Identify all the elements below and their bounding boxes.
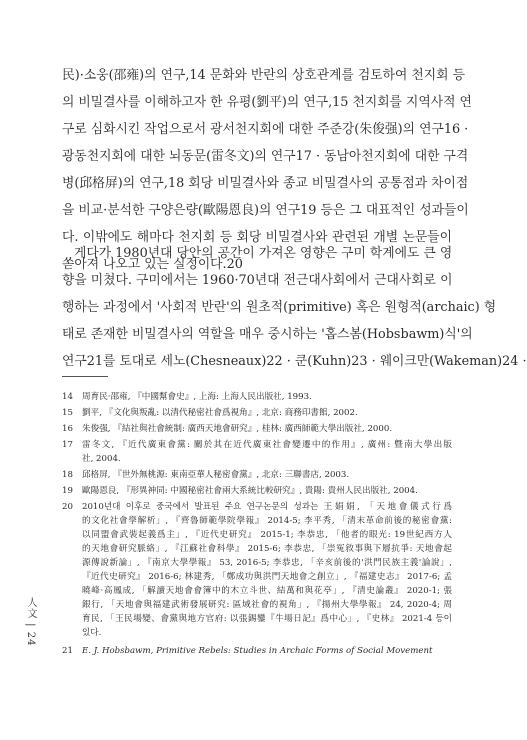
footnote-text: 銀行, 「天地會與福建武術發展研究: 區域社會的視角」, 『揚州大學學報』 24, 2020-4; 周 [82, 600, 452, 610]
text-line: 연구21를 토대로 세노(Chesneaux)22 · 쿤(Kuhn)23 · 웨이크만(Wakeman)24 · [62, 354, 527, 369]
footnote-number: 16 [62, 424, 73, 434]
text-line: 구로 심화시킨 작업으로서 광서천지회에 대한 주준강(朱俊强)의 연구16 · [62, 122, 469, 137]
footnote-number: 17 [62, 440, 73, 450]
footnote-text: 曉峰·高鳳成, 「解讀天地會會簿中的木立斗世、結萬和與花亭」, 『清史論叢』 2020-1; 張 [82, 586, 452, 596]
text-line: 게다가 1980년대 당안의 공간이 가져온 영향은 구미 학계에도 큰 영 [74, 246, 453, 261]
footnote-text: 朱俊强, 『結社與社會統制: 廣西天地會研究』, 桂林: 廣西師範大學出版社, 2000. [82, 424, 393, 434]
footnote-text: 劉平, 『文化與叛亂: 以清代秘密社會爲視角』, 北京: 商務印書館, 2002. [82, 408, 358, 418]
footnote-text: 있다. [82, 628, 102, 638]
footnote-text: 的天地會研究脈絡」, 『江蘇社會科學』 2015-6; 李恭忠, 「崇冤敘事與下層抗爭: 天地會起 [82, 544, 452, 554]
footnote-number: 20 [62, 502, 73, 512]
footnote-number: 19 [62, 486, 73, 496]
text-line: 의 비밀결사를 이해하고자 한 유평(劉平)의 연구,15 천지회를 지역사적 연 [62, 95, 472, 110]
footnote-text: 社, 2004. [82, 454, 121, 464]
text-line: 쏟아져 나오고 있는 실정이다.20 [62, 257, 243, 272]
footnote-text: 育民, 「王民場變、會黨與地方官府: 以張錫鑾『牛場日記』爲中心」, 『史林』 2021-4 등이 [82, 614, 452, 624]
text-line: 을 비교·분석한 구양은량(歐陽恩良)의 연구19 등은 그 대표적인 성과들이 [62, 203, 469, 218]
footnote-text: 雷冬文, 『近代廣東會黨: 關於其在近代廣東社會變遷中的作用』, 廣州: 曁南大學出版 [82, 440, 452, 450]
page-number: 人文 | 24 [25, 597, 36, 647]
footnote-text: 邱格屏, 『世外無桃源: 東南亞華人秘密會黨』, 北京: 三聯書店, 2003. [82, 470, 350, 480]
footnote-text: 周育民·邵雍, 『中國幫會史』, 上海: 上海人民出版社, 1993. [82, 392, 312, 402]
footnote-text: 歐陽恩良, 『形異神同: 中國秘密社會兩大系統比較研究』, 貴陽: 貴州人民出版社, 2004. [82, 486, 418, 496]
text-line: 병(邱格屏)의 연구,18 회당 비밀결사와 종교 비밀결사의 공통점과 차이점 [62, 176, 469, 191]
footnote-number: 21 [62, 646, 73, 656]
text-line: 광동천지회에 대한 뇌동문(雷冬文)의 연구17 · 동남아천지회에 대한 구격 [62, 149, 469, 164]
footnote-number: 18 [62, 470, 73, 480]
footnote-text: 源傳說新論」, 『南京大學學報』 53, 2016-5; 李恭忠, 「辛亥前後的'洪門民族主義'論說」, [82, 558, 452, 568]
text-line: 향을 미쳤다. 구미에서는 1960·70년대 전근대사회에서 근대사회로 이 [62, 273, 453, 288]
footnote-separator [62, 376, 108, 377]
footnote-text: E. J. Hobsbawm, Primitive Rebels: Studies in Archaic Forms of Social Movement [82, 646, 433, 656]
footnote-number: 14 [62, 392, 73, 402]
text-line: 행하는 과정에서 '사회적 반란'의 원초적(primitive) 혹은 원형적(archaic) 형 [62, 300, 497, 315]
footnote-text: 的文化社會學解析」, 『齊魯師範學院學報』 2014-5; 李平秀, 「清末革命前後的秘密會黨: [82, 516, 452, 526]
text-line: 다. 이밖에도 해마다 천지회 등 회당 비밀결사와 관련된 개별 논문들이 [62, 230, 452, 245]
text-line: 民)·소웅(邵雍)의 연구,14 문화와 반란의 상호관계를 검토하여 천지회 등 [62, 68, 465, 83]
footnote-text: 2010년대 이후로 중국에서 발표된 주요 연구논문의 성과는 王娟娟, 「天地會儀式行爲 [82, 502, 452, 512]
footnote-number: 15 [62, 408, 73, 418]
footnote-text: 以同盟會武裝起義爲主」, 『近代史研究』 2015-1; 李恭忠, 「他者的眼光: 19世紀西方人 [82, 530, 452, 540]
footnote-text: 『近代史研究』 2016-6; 林建秀, 「鄭成功與洪門天地會之創立」, 『福建史志』 2017-6; 孟 [82, 572, 452, 582]
text-line: 태로 존재한 비밀결사의 역할을 매우 중시하는 '홉스봄(Hobsbawm)식'의 [62, 327, 473, 342]
